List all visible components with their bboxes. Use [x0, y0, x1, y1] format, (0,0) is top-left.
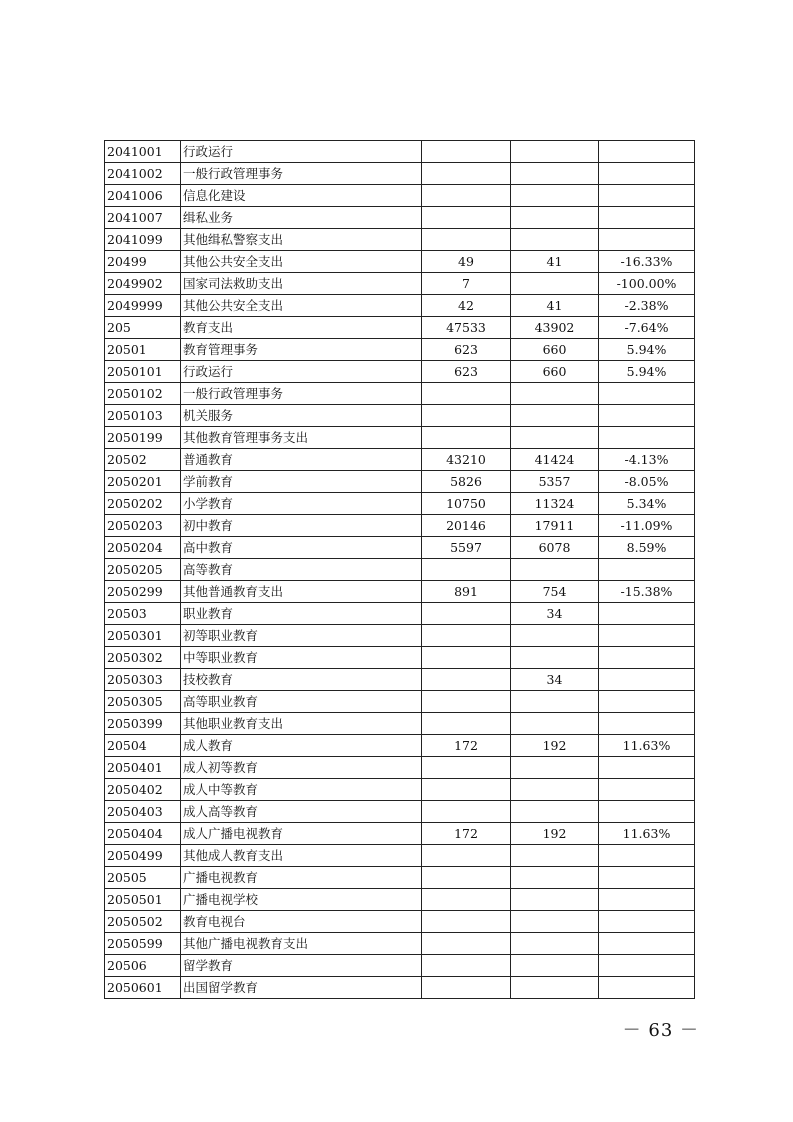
row-name: 中等职业教育: [181, 647, 422, 669]
row-change: -2.38%: [599, 295, 695, 317]
row-code: 2050399: [105, 713, 181, 735]
row-code: 20503: [105, 603, 181, 625]
row-change: 8.59%: [599, 537, 695, 559]
table-row: [105, 933, 695, 955]
row-name: 一般行政管理事务: [181, 163, 422, 185]
row-value-1: [422, 955, 511, 977]
row-value-2: 192: [511, 735, 599, 757]
row-change: [599, 163, 695, 185]
table-row: [105, 493, 695, 515]
budget-table: [104, 140, 695, 999]
table-row: [105, 559, 695, 581]
row-value-1: [422, 647, 511, 669]
row-value-2: [511, 757, 599, 779]
row-name: 机关服务: [181, 405, 422, 427]
row-change: 11.63%: [599, 735, 695, 757]
row-value-1: 623: [422, 361, 511, 383]
row-value-1: [422, 933, 511, 955]
row-value-1: 172: [422, 823, 511, 845]
table-row: [105, 801, 695, 823]
row-change: [599, 427, 695, 449]
row-value-1: 47533: [422, 317, 511, 339]
row-name: 成人高等教育: [181, 801, 422, 823]
row-code: 2050202: [105, 493, 181, 515]
row-name: 其他公共安全支出: [181, 295, 422, 317]
row-value-2: [511, 273, 599, 295]
row-value-1: [422, 889, 511, 911]
row-value-2: [511, 911, 599, 933]
row-change: 5.34%: [599, 493, 695, 515]
row-code: 20501: [105, 339, 181, 361]
row-value-1: [422, 801, 511, 823]
row-value-2: 34: [511, 603, 599, 625]
row-value-2: 660: [511, 339, 599, 361]
table-row: [105, 603, 695, 625]
row-value-2: [511, 427, 599, 449]
row-code: 2050303: [105, 669, 181, 691]
row-change: -15.38%: [599, 581, 695, 603]
row-value-1: [422, 229, 511, 251]
row-change: [599, 669, 695, 691]
row-code: 2050205: [105, 559, 181, 581]
row-value-1: 42: [422, 295, 511, 317]
row-value-2: [511, 405, 599, 427]
row-value-2: [511, 163, 599, 185]
row-value-2: 41424: [511, 449, 599, 471]
table-row: [105, 911, 695, 933]
table-row: [105, 185, 695, 207]
row-code: 2050203: [105, 515, 181, 537]
row-value-1: 891: [422, 581, 511, 603]
row-value-1: 7: [422, 273, 511, 295]
row-name: 其他普通教育支出: [181, 581, 422, 603]
row-change: [599, 141, 695, 163]
row-name: 广播电视教育: [181, 867, 422, 889]
row-value-1: [422, 757, 511, 779]
row-name: 职业教育: [181, 603, 422, 625]
row-name: 其他广播电视教育支出: [181, 933, 422, 955]
row-name: 其他缉私警察支出: [181, 229, 422, 251]
row-code: 2041099: [105, 229, 181, 251]
row-code: 2050204: [105, 537, 181, 559]
row-value-2: [511, 779, 599, 801]
row-value-2: 192: [511, 823, 599, 845]
table-row: [105, 471, 695, 493]
row-code: 2050299: [105, 581, 181, 603]
row-change: [599, 229, 695, 251]
row-change: [599, 757, 695, 779]
row-change: -7.64%: [599, 317, 695, 339]
row-value-2: [511, 647, 599, 669]
row-change: [599, 977, 695, 999]
row-code: 2049902: [105, 273, 181, 295]
row-value-2: [511, 229, 599, 251]
row-value-1: 43210: [422, 449, 511, 471]
row-name: 教育管理事务: [181, 339, 422, 361]
row-value-1: 172: [422, 735, 511, 757]
row-change: [599, 405, 695, 427]
row-change: 11.63%: [599, 823, 695, 845]
row-change: -8.05%: [599, 471, 695, 493]
row-change: [599, 845, 695, 867]
row-change: 5.94%: [599, 361, 695, 383]
row-value-1: [422, 625, 511, 647]
table-body: [105, 141, 695, 999]
row-value-2: [511, 867, 599, 889]
row-value-1: 10750: [422, 493, 511, 515]
row-value-2: [511, 559, 599, 581]
row-code: 2050599: [105, 933, 181, 955]
table-row: [105, 713, 695, 735]
table-row: [105, 867, 695, 889]
table-row: [105, 779, 695, 801]
row-change: [599, 647, 695, 669]
row-change: [599, 955, 695, 977]
row-code: 20505: [105, 867, 181, 889]
table-row: [105, 515, 695, 537]
row-code: 205: [105, 317, 181, 339]
table-row: [105, 625, 695, 647]
row-value-2: 41: [511, 295, 599, 317]
table-row: [105, 757, 695, 779]
table-row: [105, 647, 695, 669]
table-row: [105, 735, 695, 757]
row-value-1: [422, 405, 511, 427]
row-code: 2050502: [105, 911, 181, 933]
table-row: [105, 405, 695, 427]
row-code: 2041006: [105, 185, 181, 207]
row-change: -16.33%: [599, 251, 695, 273]
row-name: 广播电视学校: [181, 889, 422, 911]
row-change: [599, 889, 695, 911]
row-change: -11.09%: [599, 515, 695, 537]
row-name: 一般行政管理事务: [181, 383, 422, 405]
table-row: [105, 317, 695, 339]
row-code: 2050499: [105, 845, 181, 867]
row-name: 成人中等教育: [181, 779, 422, 801]
row-value-1: 5826: [422, 471, 511, 493]
row-code: 2050103: [105, 405, 181, 427]
row-change: [599, 933, 695, 955]
row-change: [599, 603, 695, 625]
row-name: 出国留学教育: [181, 977, 422, 999]
row-value-1: [422, 977, 511, 999]
table-row: [105, 691, 695, 713]
row-change: [599, 801, 695, 823]
row-code: 2050102: [105, 383, 181, 405]
row-name: 行政运行: [181, 141, 422, 163]
row-code: 2041007: [105, 207, 181, 229]
row-code: 2041002: [105, 163, 181, 185]
row-code: 2050302: [105, 647, 181, 669]
row-change: [599, 779, 695, 801]
table-row: [105, 955, 695, 977]
row-value-1: 623: [422, 339, 511, 361]
row-value-2: 754: [511, 581, 599, 603]
row-name: 缉私业务: [181, 207, 422, 229]
row-code: 2050501: [105, 889, 181, 911]
row-value-2: [511, 955, 599, 977]
row-name: 技校教育: [181, 669, 422, 691]
row-value-2: 11324: [511, 493, 599, 515]
row-value-1: [422, 691, 511, 713]
row-name: 行政运行: [181, 361, 422, 383]
table-row: [105, 581, 695, 603]
row-value-2: [511, 383, 599, 405]
row-change: [599, 559, 695, 581]
row-name: 信息化建设: [181, 185, 422, 207]
row-value-1: [422, 603, 511, 625]
row-value-2: 6078: [511, 537, 599, 559]
table-row: [105, 449, 695, 471]
row-change: [599, 207, 695, 229]
table-row: [105, 669, 695, 691]
row-value-1: [422, 779, 511, 801]
row-name: 其他成人教育支出: [181, 845, 422, 867]
row-name: 成人广播电视教育: [181, 823, 422, 845]
row-code: 2050601: [105, 977, 181, 999]
row-value-1: [422, 427, 511, 449]
table-row: [105, 273, 695, 295]
row-value-2: [511, 801, 599, 823]
table-row: [105, 163, 695, 185]
row-change: [599, 713, 695, 735]
row-name: 成人初等教育: [181, 757, 422, 779]
row-value-2: 43902: [511, 317, 599, 339]
row-value-2: [511, 889, 599, 911]
row-value-1: 5597: [422, 537, 511, 559]
row-name: 学前教育: [181, 471, 422, 493]
row-change: [599, 625, 695, 647]
table-row: [105, 537, 695, 559]
row-value-2: [511, 845, 599, 867]
row-name: 其他教育管理事务支出: [181, 427, 422, 449]
row-code: 2050301: [105, 625, 181, 647]
row-name: 其他公共安全支出: [181, 251, 422, 273]
row-name: 留学教育: [181, 955, 422, 977]
row-value-2: [511, 141, 599, 163]
row-code: 20499: [105, 251, 181, 273]
table-row: [105, 251, 695, 273]
row-code: 2050201: [105, 471, 181, 493]
row-value-1: [422, 141, 511, 163]
row-value-1: [422, 713, 511, 735]
table-row: [105, 383, 695, 405]
row-name: 普通教育: [181, 449, 422, 471]
table-row: [105, 889, 695, 911]
row-name: 高等教育: [181, 559, 422, 581]
row-value-2: [511, 691, 599, 713]
table-row: [105, 977, 695, 999]
row-value-1: 20146: [422, 515, 511, 537]
row-value-2: [511, 933, 599, 955]
row-value-1: [422, 845, 511, 867]
row-value-1: [422, 867, 511, 889]
row-value-1: [422, 911, 511, 933]
row-name: 国家司法救助支出: [181, 273, 422, 295]
row-change: [599, 867, 695, 889]
row-code: 2050404: [105, 823, 181, 845]
row-name: 高中教育: [181, 537, 422, 559]
row-value-2: 660: [511, 361, 599, 383]
row-change: [599, 185, 695, 207]
row-code: 2050101: [105, 361, 181, 383]
table-row: [105, 823, 695, 845]
row-name: 教育支出: [181, 317, 422, 339]
row-value-2: [511, 207, 599, 229]
table-row: [105, 207, 695, 229]
row-name: 初等职业教育: [181, 625, 422, 647]
row-value-1: [422, 163, 511, 185]
row-change: -4.13%: [599, 449, 695, 471]
row-name: 成人教育: [181, 735, 422, 757]
row-name: 高等职业教育: [181, 691, 422, 713]
row-code: 2041001: [105, 141, 181, 163]
row-code: 20502: [105, 449, 181, 471]
row-value-1: [422, 669, 511, 691]
row-name: 其他职业教育支出: [181, 713, 422, 735]
table-row: [105, 295, 695, 317]
row-change: [599, 911, 695, 933]
row-name: 教育电视台: [181, 911, 422, 933]
table-row: [105, 361, 695, 383]
row-value-1: [422, 383, 511, 405]
row-value-1: [422, 207, 511, 229]
table-row: [105, 339, 695, 361]
row-change: [599, 383, 695, 405]
row-change: -100.00%: [599, 273, 695, 295]
row-code: 2049999: [105, 295, 181, 317]
row-value-2: 41: [511, 251, 599, 273]
row-code: 2050402: [105, 779, 181, 801]
row-value-2: 5357: [511, 471, 599, 493]
row-value-2: 17911: [511, 515, 599, 537]
row-code: 2050199: [105, 427, 181, 449]
row-value-1: [422, 559, 511, 581]
table-row: [105, 141, 695, 163]
page-number: － 63 －: [622, 1020, 699, 1041]
table-row: [105, 229, 695, 251]
row-value-2: [511, 713, 599, 735]
row-code: 20506: [105, 955, 181, 977]
row-value-2: [511, 625, 599, 647]
row-code: 2050403: [105, 801, 181, 823]
table-row: [105, 427, 695, 449]
row-value-2: [511, 977, 599, 999]
row-value-2: 34: [511, 669, 599, 691]
row-code: 2050305: [105, 691, 181, 713]
row-name: 小学教育: [181, 493, 422, 515]
row-value-1: [422, 185, 511, 207]
row-value-2: [511, 185, 599, 207]
table-row: [105, 845, 695, 867]
row-change: 5.94%: [599, 339, 695, 361]
row-name: 初中教育: [181, 515, 422, 537]
row-value-1: 49: [422, 251, 511, 273]
row-code: 2050401: [105, 757, 181, 779]
row-change: [599, 691, 695, 713]
row-code: 20504: [105, 735, 181, 757]
